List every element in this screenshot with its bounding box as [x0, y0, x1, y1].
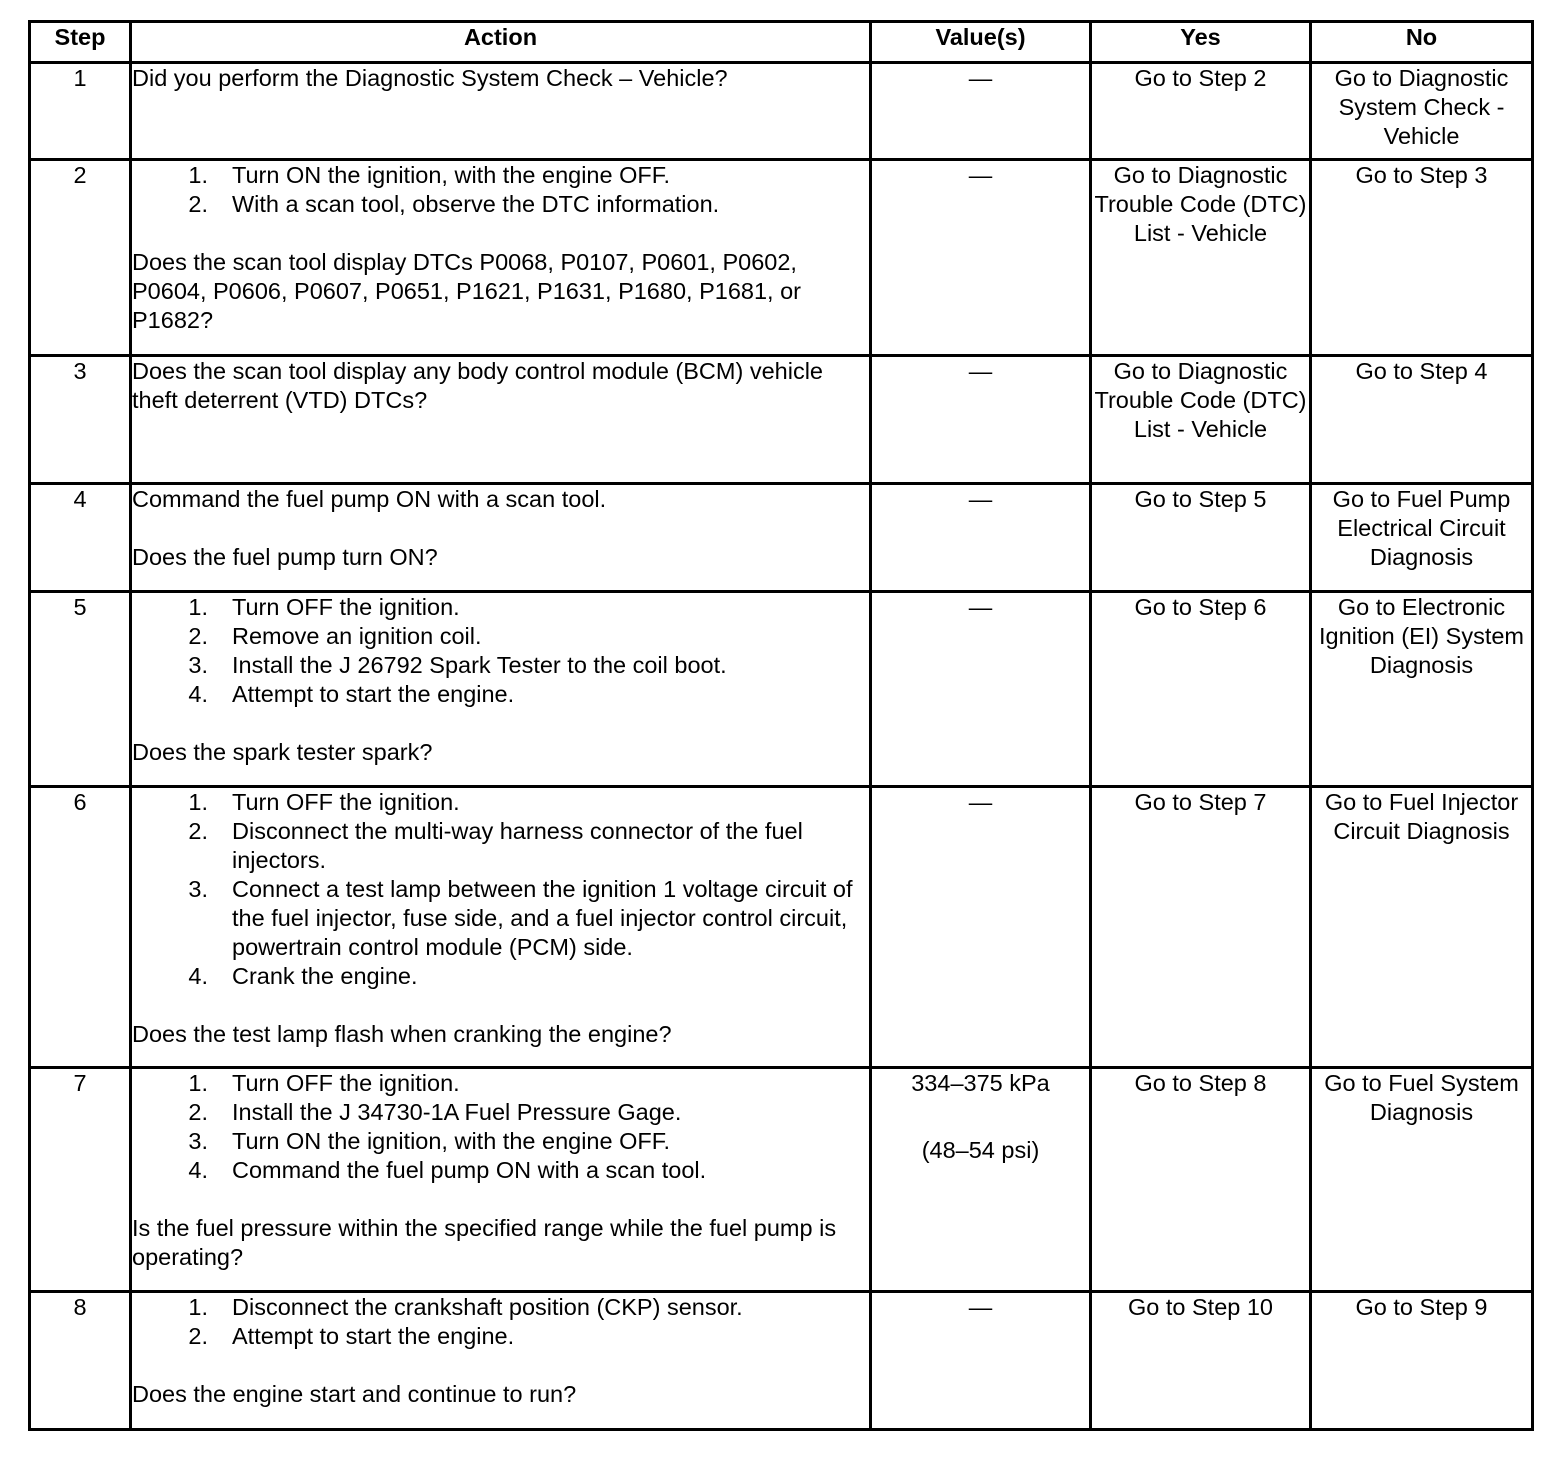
yes-cell: Go to Step 5: [1091, 484, 1311, 592]
value-cell: —: [871, 787, 1091, 1068]
list-item: 1. Turn OFF the ignition.: [188, 594, 460, 620]
list-item: 4. Command the fuel pump ON with a scan tool.: [188, 1157, 707, 1183]
value-cell: —: [871, 1292, 1091, 1430]
value-cell: [871, 1068, 1091, 1292]
yes-cell: Go to Diagnostic Trouble Code (DTC) List - Vehicle: [1091, 356, 1311, 484]
action-cell: [131, 1068, 871, 1292]
list-item: 1. Turn OFF the ignition.: [188, 789, 460, 815]
action-list: [132, 593, 869, 709]
no-cell: Go to Diagnostic System Check - Vehicle: [1311, 63, 1533, 160]
action-list: [132, 161, 869, 219]
step-number: 5: [30, 592, 131, 787]
table-row: [30, 1292, 1533, 1430]
action-question: Does the scan tool display any body control module (BCM) vehicle theft deterrent (VTD) DTCs?: [132, 358, 823, 413]
step-number: 3: [30, 356, 131, 484]
value-cell: —: [871, 592, 1091, 787]
table-row: [30, 787, 1533, 1068]
header-values: Value(s): [871, 22, 1091, 63]
step-number: 7: [30, 1068, 131, 1292]
action-cell: [131, 484, 871, 592]
action-question: Does the scan tool display DTCs P0068, P0107, P0601, P0602, P0604, P0606, P0607, P0651, P1621, P1631, P1680, P1681, or P1682?: [132, 249, 801, 333]
list-item: 1. Turn ON the ignition, with the engine OFF.: [188, 162, 671, 188]
action-question: Is the fuel pressure within the specified range while the fuel pump is operating?: [132, 1215, 837, 1270]
header-no: No: [1311, 22, 1533, 63]
step-number: 6: [30, 787, 131, 1068]
list-item: 3. Turn ON the ignition, with the engine OFF.: [188, 1128, 671, 1154]
list-item: 2. Disconnect the multi-way harness connector of the fuel injectors.: [188, 818, 803, 873]
step-number: 2: [30, 160, 131, 356]
table-row: [30, 592, 1533, 787]
action-question: Does the fuel pump turn ON?: [132, 544, 438, 570]
no-cell: Go to Step 4: [1311, 356, 1533, 484]
pressure-psi: (48–54 psi): [921, 1137, 1040, 1163]
action-question: Did you perform the Diagnostic System Check – Vehicle?: [132, 65, 728, 91]
action-cell: [131, 1292, 871, 1430]
value-cell: —: [871, 484, 1091, 592]
no-cell: Go to Fuel Injector Circuit Diagnosis: [1311, 787, 1533, 1068]
no-cell: Go to Electronic Ignition (EI) System Diagnosis: [1311, 592, 1533, 787]
table-row: [30, 160, 1533, 356]
no-cell: Go to Step 9: [1311, 1292, 1533, 1430]
step-number: 1: [30, 63, 131, 160]
table-row: [30, 356, 1533, 484]
table-row: [30, 1068, 1533, 1292]
list-item: 1. Turn OFF the ignition.: [188, 1070, 460, 1096]
list-item: 2. With a scan tool, observe the DTC information.: [188, 191, 720, 217]
yes-cell: Go to Diagnostic Trouble Code (DTC) List - Vehicle: [1091, 160, 1311, 356]
list-item: 2. Install the J 34730-1A Fuel Pressure Gage.: [188, 1099, 682, 1125]
action-list: [132, 1069, 869, 1185]
yes-cell: Go to Step 8: [1091, 1068, 1311, 1292]
pressure-kpa: 334–375 kPa: [911, 1070, 1050, 1096]
action-list: [132, 788, 869, 991]
step-number: 8: [30, 1292, 131, 1430]
diagnostic-table: [28, 20, 1534, 1431]
list-item: 3. Install the J 26792 Spark Tester to the coil boot.: [188, 652, 727, 678]
yes-cell: Go to Step 10: [1091, 1292, 1311, 1430]
action-question: Does the engine start and continue to run?: [132, 1381, 577, 1407]
list-item: 3. Connect a test lamp between the ignition 1 voltage circuit of the fuel injector, fuse side, and a fuel injector control circuit, powertrain control module (PCM) side.: [188, 876, 853, 960]
table-row: [30, 484, 1533, 592]
action-list: [132, 1293, 869, 1351]
action-cell: [131, 63, 871, 160]
action-cell: [131, 787, 871, 1068]
step-number: 4: [30, 484, 131, 592]
list-item: 2. Remove an ignition coil.: [188, 623, 482, 649]
no-cell: Go to Fuel System Diagnosis: [1311, 1068, 1533, 1292]
header-yes: Yes: [1091, 22, 1311, 63]
list-item: 1. Disconnect the crankshaft position (CKP) sensor.: [188, 1294, 743, 1320]
yes-cell: Go to Step 7: [1091, 787, 1311, 1068]
yes-cell: Go to Step 6: [1091, 592, 1311, 787]
header-action: Action: [131, 22, 871, 63]
action-question: Does the test lamp flash when cranking the engine?: [132, 1021, 672, 1047]
yes-cell: Go to Step 2: [1091, 63, 1311, 160]
table-row: [30, 63, 1533, 160]
list-item: 2. Attempt to start the engine.: [188, 1323, 515, 1349]
list-item: 4. Attempt to start the engine.: [188, 681, 515, 707]
no-cell: Go to Fuel Pump Electrical Circuit Diagnosis: [1311, 484, 1533, 592]
no-cell: Go to Step 3: [1311, 160, 1533, 356]
header-row: [30, 22, 1533, 63]
header-step: Step: [30, 22, 131, 63]
action-cell: [131, 160, 871, 356]
action-cell: [131, 592, 871, 787]
value-cell: —: [871, 63, 1091, 160]
list-item: 4. Crank the engine.: [188, 963, 418, 989]
action-instruction: Command the fuel pump ON with a scan tool.: [132, 486, 607, 512]
action-cell: [131, 356, 871, 484]
value-cell: —: [871, 160, 1091, 356]
action-question: Does the spark tester spark?: [132, 739, 433, 765]
value-cell: —: [871, 356, 1091, 484]
